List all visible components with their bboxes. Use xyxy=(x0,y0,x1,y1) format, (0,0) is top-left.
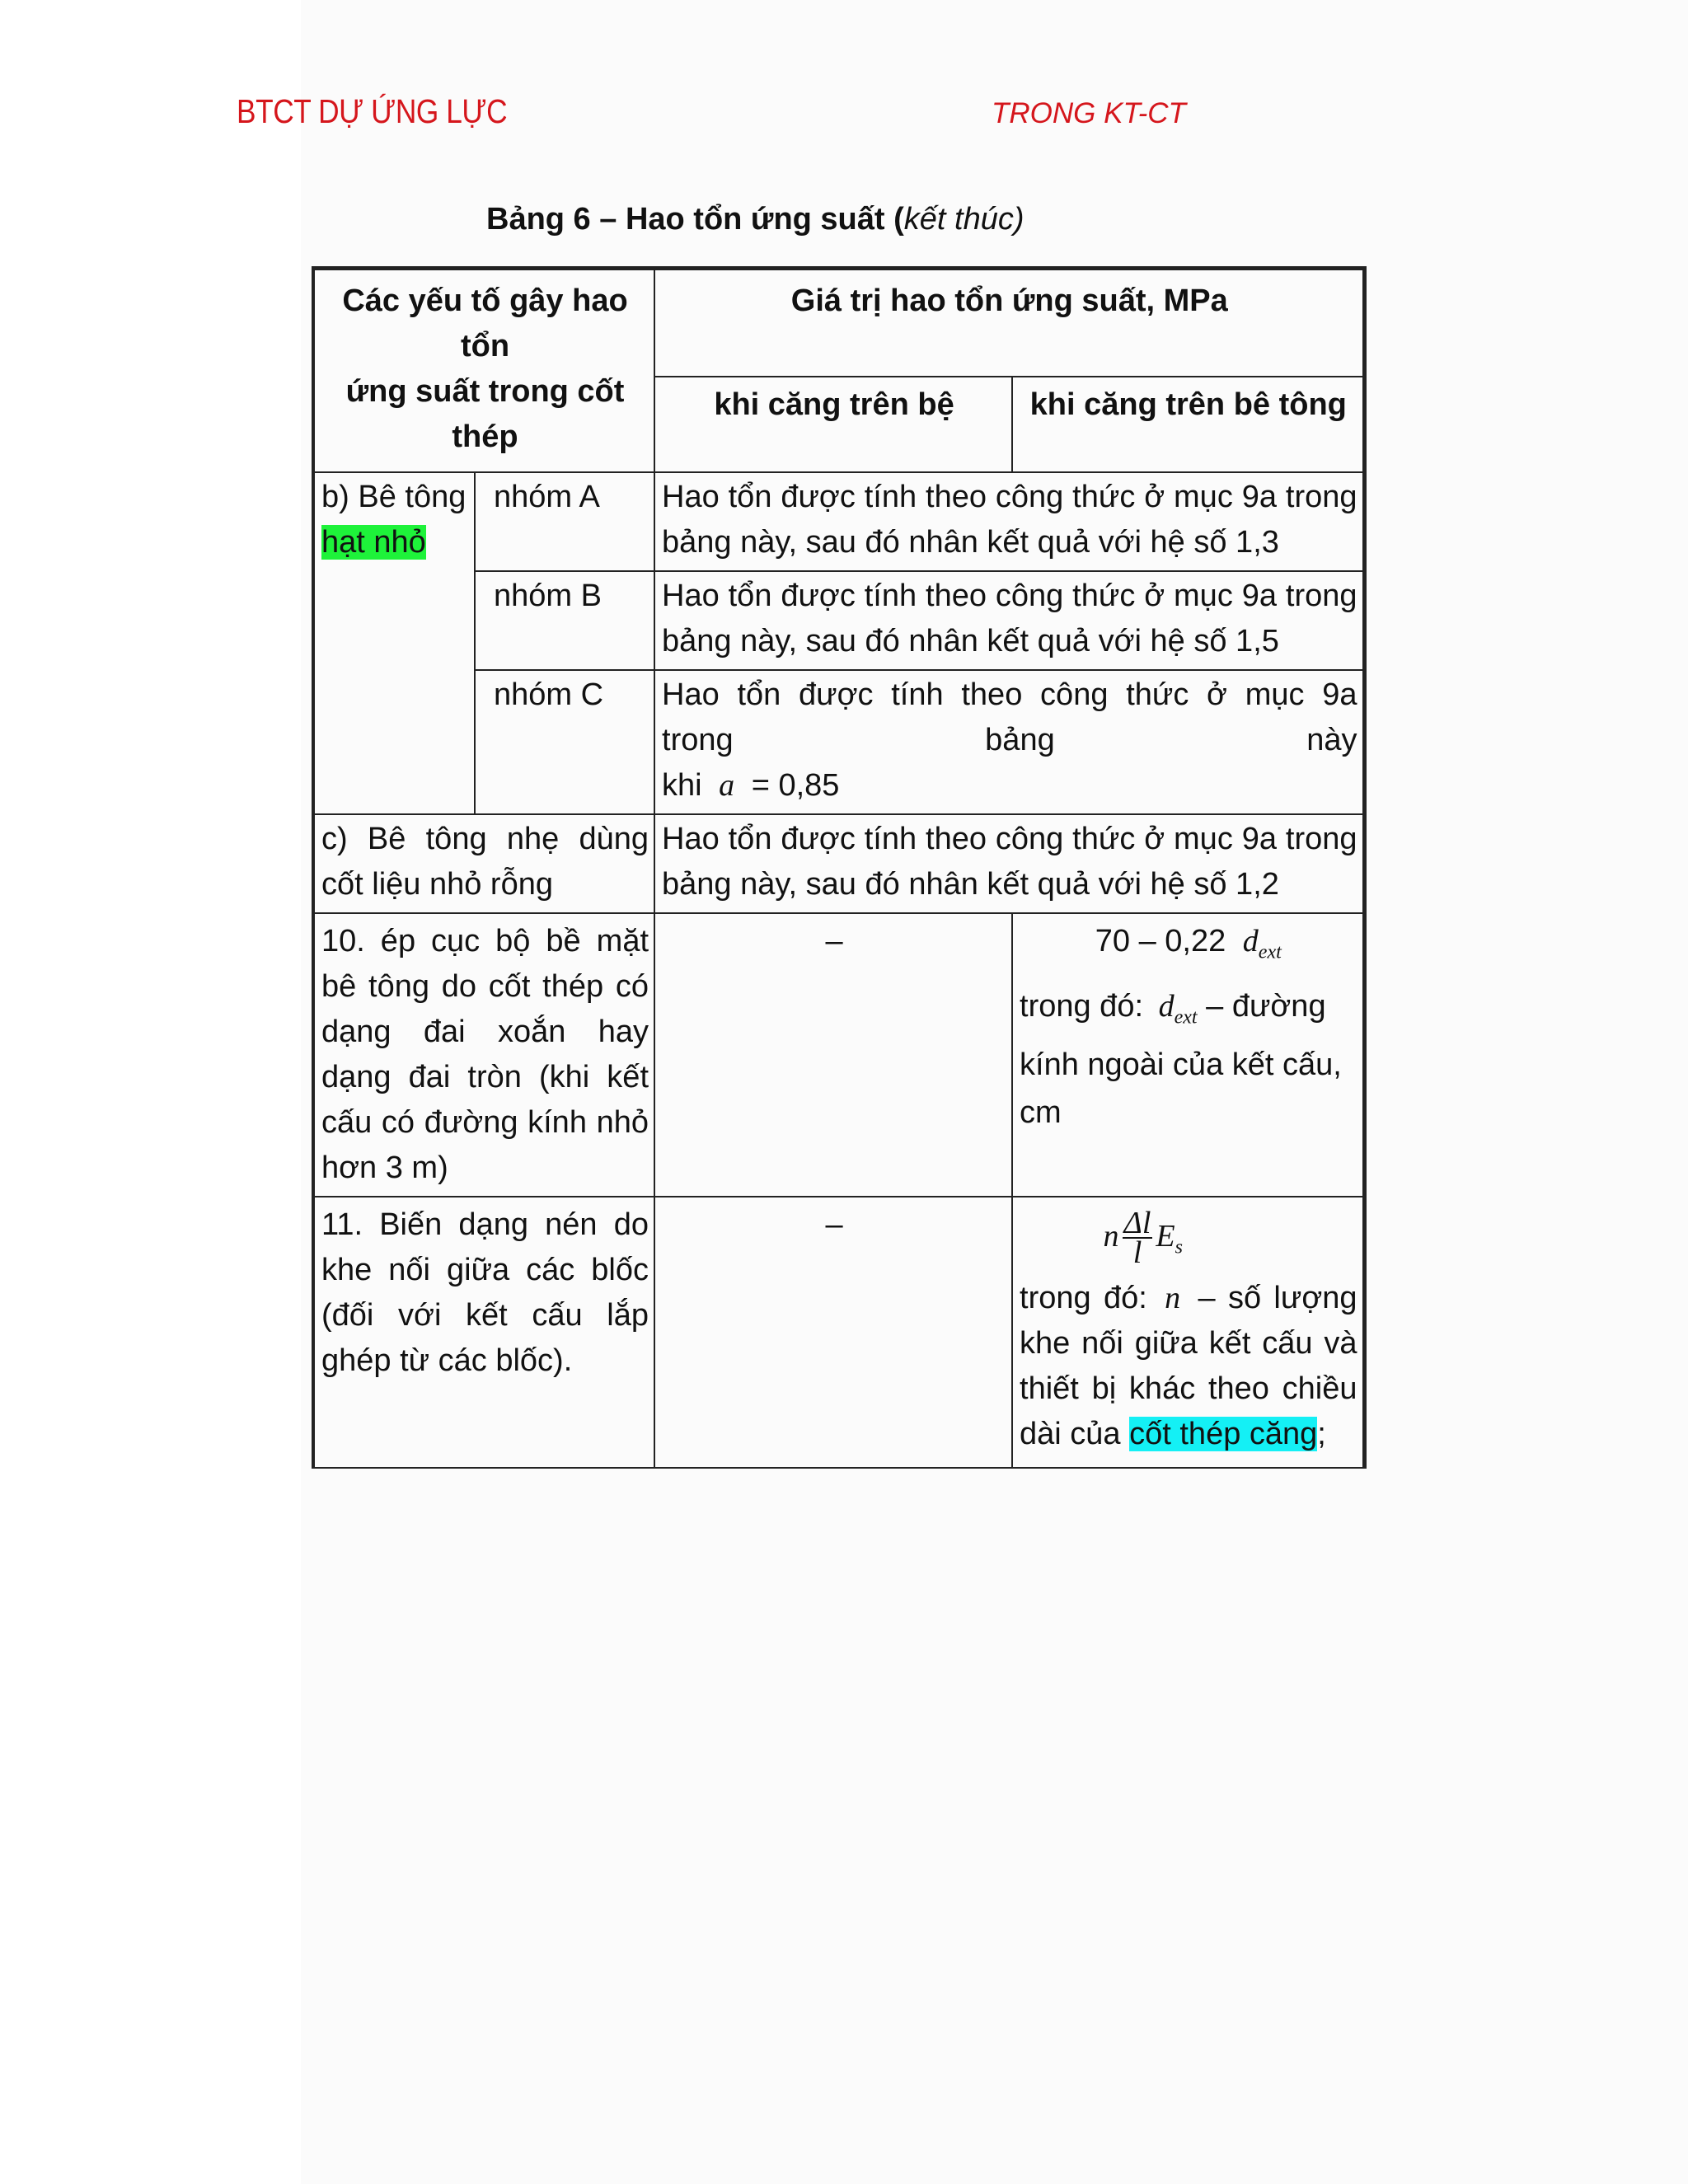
caption-main: Bảng 6 – Hao tổn ứng suất ( xyxy=(486,202,904,237)
where-prefix: trong đó: xyxy=(1020,1280,1147,1315)
where-end: ; xyxy=(1317,1416,1326,1451)
header-row xyxy=(313,269,1364,377)
group-b-text: Hao tổn được tính theo công thức ở mục 9a trong bảng này, sau đó nhân kết quả với hệ số 1,5 xyxy=(654,571,1364,670)
d-ext-subscript: ext xyxy=(1174,1006,1198,1029)
row-b-label xyxy=(313,472,475,814)
group-c-value: = 0,85 xyxy=(751,768,840,803)
header-factors-line: Các yếu tố gây hao xyxy=(342,284,628,318)
row-11 xyxy=(313,1197,1364,1468)
row-10-where xyxy=(1020,982,1357,1137)
d-ext-symbol: d xyxy=(1242,924,1259,958)
header-left: BTCT DỰ ỨNG LỰC xyxy=(237,92,508,130)
fraction-numerator: Δl xyxy=(1123,1206,1151,1240)
group-c-line: Hao tổn được tính theo công thức ở mục 9a xyxy=(662,677,1357,712)
row-10-concrete xyxy=(1012,913,1364,1197)
row-c-text: Hao tổn được tính theo công thức ở mục 9a trong bảng này, sau đó nhân kết quả với hệ số 1,2 xyxy=(654,814,1364,913)
row-c-label: c) Bê tông nhẹ dùng cốt liệu nhỏ rỗng xyxy=(313,814,654,913)
row-b-label-text: b) Bê tông xyxy=(321,480,467,514)
group-a-label: nhóm A xyxy=(475,472,654,571)
d-ext-symbol: d xyxy=(1158,988,1175,1024)
row-10-formula xyxy=(1020,919,1357,976)
row-b-groupA xyxy=(313,472,1364,571)
es-symbol: E xyxy=(1156,1219,1175,1254)
n-symbol: n xyxy=(1165,1280,1181,1315)
table-caption xyxy=(486,202,1025,237)
row-11-label: 11. Biến dạng nén do khe nối giữa các blốc (đối với kết cấu lắp ghép từ các blốc). xyxy=(313,1197,654,1468)
row-11-where xyxy=(1020,1276,1357,1457)
alpha-symbol: a xyxy=(719,768,735,803)
where-suffix: – số lượng khe nối giữa kết cấu và thiết bị khác theo chiều dài của xyxy=(1020,1280,1357,1451)
es-subscript: s xyxy=(1175,1236,1183,1258)
where-prefix: trong đó: xyxy=(1020,988,1144,1024)
row-10 xyxy=(313,913,1364,1197)
group-c-khi: khi xyxy=(662,768,702,803)
header-factors-line: ứng suất trong cốt xyxy=(345,374,625,409)
group-c-line xyxy=(662,763,1357,808)
header-bed: khi căng trên bệ xyxy=(654,377,1012,472)
row-11-formula xyxy=(1020,1202,1357,1271)
header-factors-line: tổn xyxy=(460,329,510,363)
group-a-text: Hao tổn được tính theo công thức ở mục 9a trong bảng này, sau đó nhân kết quả với hệ số 1,3 xyxy=(654,472,1364,571)
header-factors-line: thép xyxy=(452,419,518,454)
fraction-denominator: l xyxy=(1132,1235,1142,1270)
group-c-label: nhóm C xyxy=(475,670,654,814)
header-factors xyxy=(313,269,654,473)
loss-table xyxy=(312,266,1367,1469)
group-c-text xyxy=(654,670,1364,814)
formula-text: 70 – 0,22 xyxy=(1095,924,1226,958)
group-b-label: nhóm B xyxy=(475,571,654,670)
row-10-bed: – xyxy=(654,913,1012,1197)
row-11-concrete xyxy=(1012,1197,1364,1468)
row-b-label-highlight: hạt nhỏ xyxy=(321,525,426,560)
delta-l-fraction xyxy=(1123,1206,1153,1270)
header-concrete: khi căng trên bê tông xyxy=(1012,377,1364,472)
where-suffix: – đường kính ngoài của kết cấu, cm xyxy=(1020,988,1342,1131)
caption-italic: kết thúc) xyxy=(903,202,1025,237)
row-10-label: 10. ép cục bộ bề mặt bê tông do cốt thép có dạng đai xoắn hay dạng đai tròn (khi kết cấu có đường kính nhỏ hơn 3 m) xyxy=(313,913,654,1197)
row-11-bed: – xyxy=(654,1197,1012,1468)
where-highlight: cốt thép căng xyxy=(1129,1416,1318,1451)
d-ext-subscript: ext xyxy=(1258,941,1282,963)
header-right: TRONG KT-CT xyxy=(992,97,1186,129)
header-value-group: Giá trị hao tổn ứng suất, MPa xyxy=(654,269,1364,377)
n-symbol: n xyxy=(1103,1219,1119,1254)
group-c-line: trong bảng này xyxy=(662,723,1357,757)
row-c xyxy=(313,814,1364,913)
